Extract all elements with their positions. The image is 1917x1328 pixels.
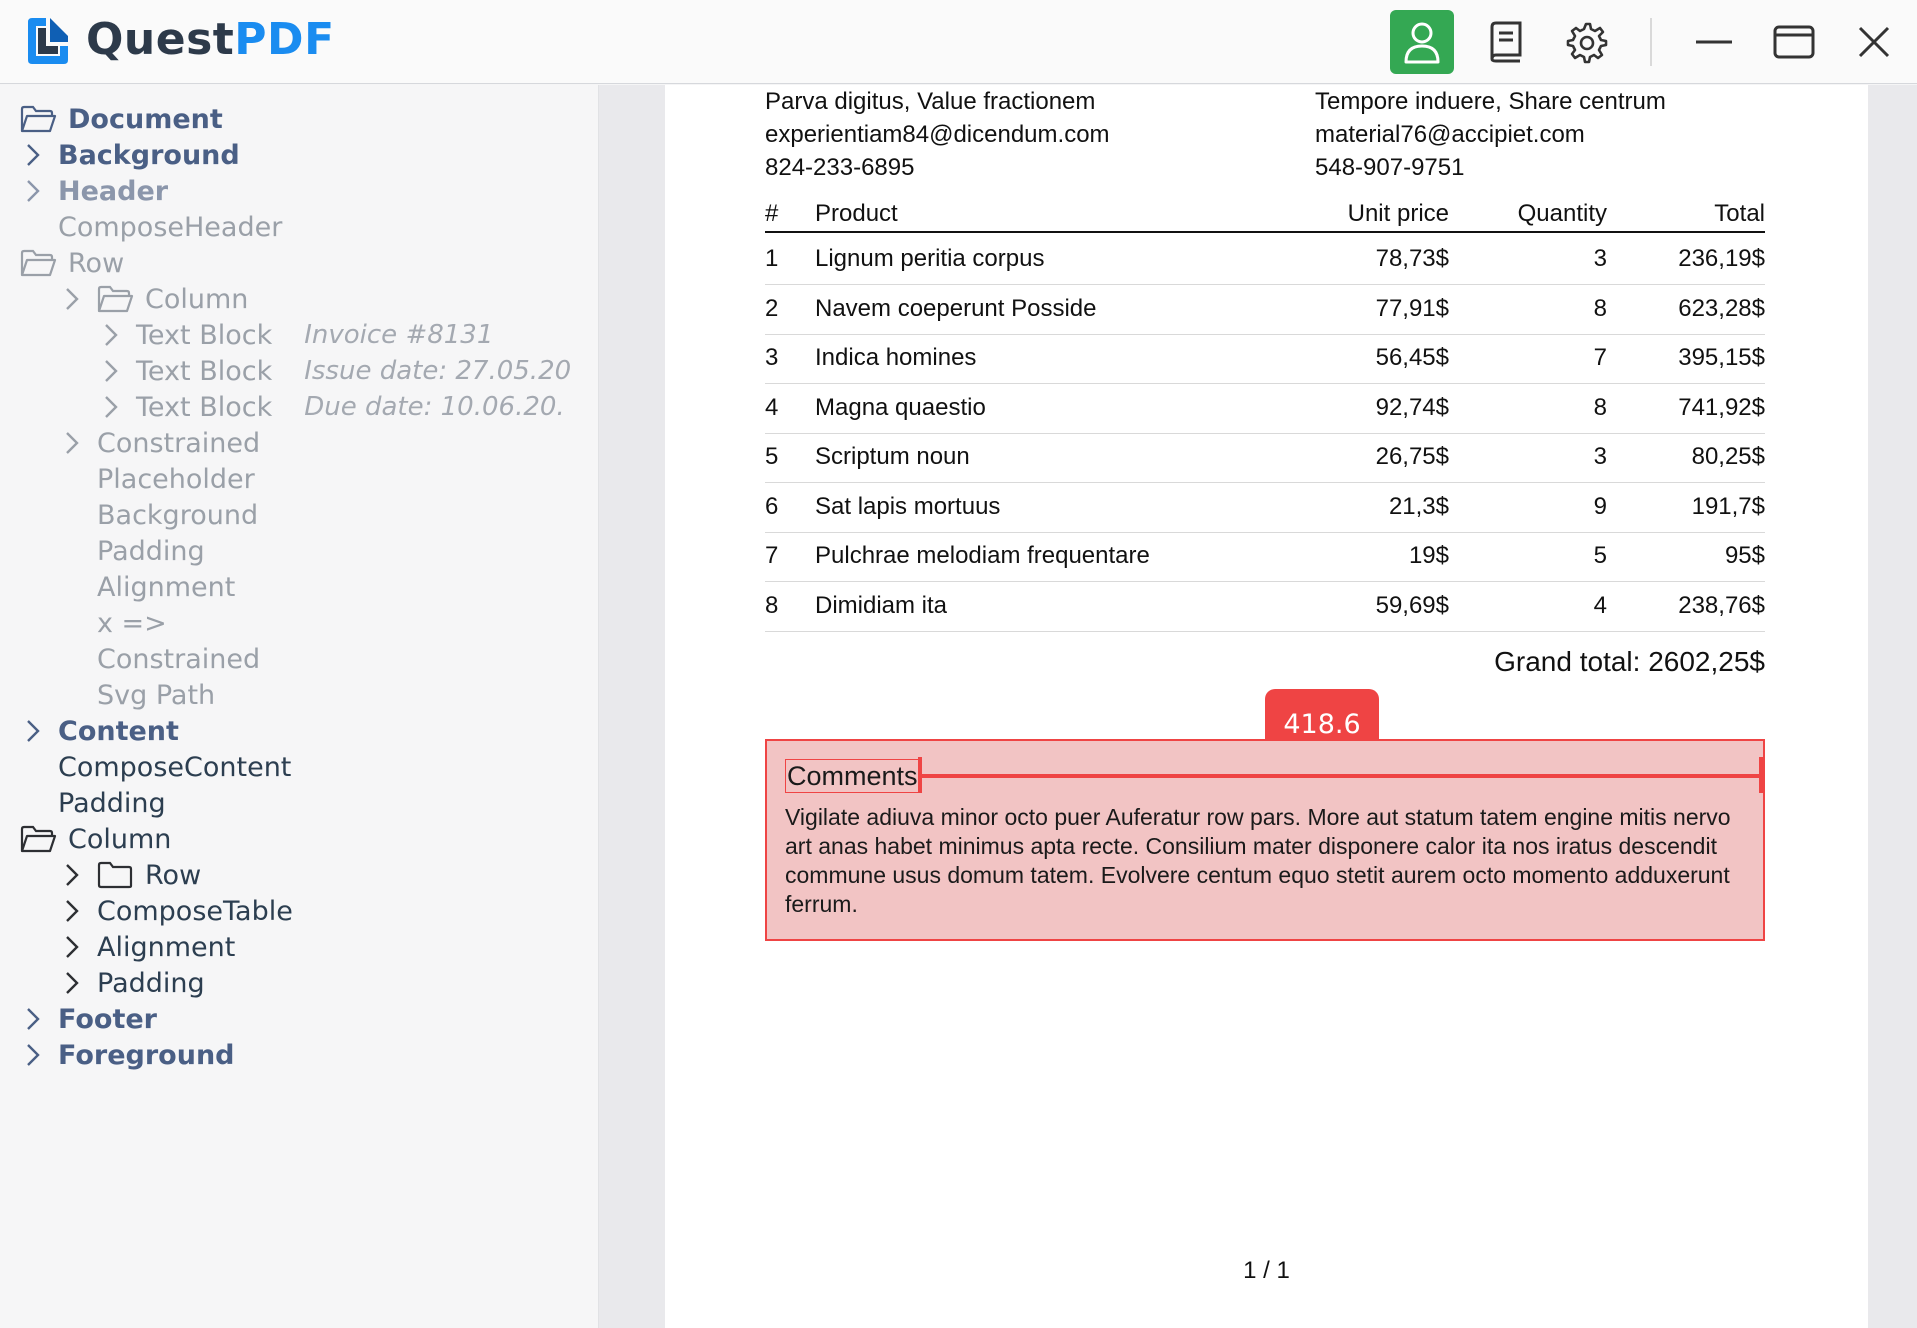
folder-icon	[97, 860, 133, 890]
title-bar	[0, 0, 1917, 84]
cell-product: Scriptum noun	[815, 443, 970, 470]
profile-button[interactable]	[1390, 10, 1454, 74]
chevron-right-icon[interactable]	[98, 358, 124, 384]
cell-number: 4	[765, 393, 779, 421]
cell-number: 5	[765, 443, 779, 470]
chevron-right-icon[interactable]	[20, 178, 46, 204]
measurement-cap-right	[1759, 757, 1763, 793]
header-number: #	[765, 200, 779, 227]
header-product: Product	[815, 200, 898, 227]
cell-total: 395,15$	[1678, 344, 1765, 371]
tree-item-label: Row	[68, 247, 125, 279]
cell-quantity: 4	[1593, 591, 1607, 619]
cell-unit-price: 77,91$	[1375, 294, 1449, 322]
page-number: 1 / 1	[1243, 1257, 1290, 1284]
table-row	[765, 532, 1765, 582]
cell-quantity: 3	[1593, 245, 1607, 272]
tree-item-label: Alignment	[97, 571, 236, 603]
element-tree-sidebar	[0, 85, 599, 1328]
measurement-badge: 418.6	[1265, 689, 1379, 759]
document-viewer[interactable]	[599, 85, 1917, 1328]
tree-item-label: Document	[68, 103, 223, 135]
table-row	[765, 334, 1765, 384]
table-row	[765, 433, 1765, 483]
sender-phone: 824-233-6895	[765, 154, 915, 181]
tree-item-foreground[interactable]	[20, 1033, 235, 1077]
cell-total: 236,19$	[1678, 245, 1765, 272]
recipient-email: material76@accipiet.com	[1315, 121, 1585, 148]
folder-open-icon	[20, 824, 56, 854]
tree-item-label: Placeholder	[97, 463, 255, 495]
tree-item-label: Alignment	[97, 931, 236, 963]
tree-item-label: Text Block	[136, 355, 273, 387]
tree-item-label: Text Block	[136, 319, 273, 351]
tree-item-label: Header	[58, 175, 169, 207]
comments-highlight[interactable]	[765, 739, 1765, 941]
cell-quantity: 8	[1593, 393, 1607, 421]
table-row	[765, 285, 1765, 335]
tree-item-label: Column	[145, 283, 249, 315]
tree-item-label: ComposeHeader	[58, 211, 283, 243]
cell-number: 6	[765, 492, 779, 520]
tree-item-label: Constrained	[97, 643, 261, 675]
toolbar-divider	[1650, 18, 1652, 66]
tree-item-label: Background	[97, 499, 259, 531]
tree-item-label: Text Block	[136, 391, 273, 423]
header-quantity: Quantity	[1517, 200, 1607, 227]
maximize-icon	[1773, 25, 1815, 59]
questpdf-logo-icon	[24, 16, 70, 66]
close-icon	[1857, 25, 1891, 59]
cell-unit-price: 59,69$	[1375, 591, 1449, 619]
cell-product: Navem coeperunt Posside	[815, 294, 1097, 322]
cell-total: 80,25$	[1691, 443, 1765, 470]
tree-item-hint: Issue date: 27.05.20	[304, 356, 572, 386]
cell-unit-price: 78,73$	[1375, 245, 1449, 272]
header-total: Total	[1714, 200, 1765, 227]
cell-product: Dimidiam ita	[815, 591, 948, 619]
cell-number: 7	[765, 542, 779, 569]
comments-body: Vigilate adiuva minor octo puer Auferatur row pars. More aut statum tatem engine mitis nervo art anas habet minimus apta recte. Consilium mater disponere calor ita nos iratus descendit commune usus domum tatem. Evolvere centum equo stetit aurem octo momento adduxerunt ferrum.	[785, 804, 1731, 917]
cell-number: 3	[765, 344, 779, 371]
cell-quantity: 8	[1593, 294, 1607, 322]
tree-item-label: ComposeContent	[58, 751, 292, 783]
cell-unit-price: 21,3$	[1388, 492, 1449, 520]
tree-item-label: Padding	[97, 535, 205, 567]
tree-item-label: ComposeTable	[97, 895, 293, 927]
tree-item-label: Column	[68, 823, 172, 855]
cell-number: 2	[765, 294, 779, 322]
cell-product: Lignum peritia corpus	[815, 245, 1045, 272]
cell-total: 95$	[1724, 542, 1765, 569]
measurement-line	[919, 774, 1765, 778]
cell-quantity: 9	[1593, 492, 1607, 520]
app-title-part1: Quest	[86, 14, 235, 65]
chevron-right-icon[interactable]	[59, 862, 85, 888]
recipient-name: Tempore induere, Share centrum	[1315, 88, 1666, 115]
tree-item-label: Svg Path	[97, 679, 216, 711]
app-title-part2: PDF	[234, 14, 335, 65]
table-row	[765, 483, 1765, 533]
user-icon	[1402, 20, 1442, 64]
table-row	[765, 235, 1765, 285]
cell-product: Pulchrae melodiam frequentare	[815, 542, 1150, 569]
cell-quantity: 3	[1593, 443, 1607, 470]
chevron-right-icon[interactable]	[59, 898, 85, 924]
tree-item-label: Constrained	[97, 427, 261, 459]
sender-name: Parva digitus, Value fractionem	[765, 88, 1096, 115]
tree-item-hint: Invoice #8131	[304, 320, 494, 350]
close-button[interactable]	[1842, 10, 1906, 74]
tree-item-label: Padding	[58, 787, 166, 819]
gear-icon	[1564, 20, 1608, 64]
table-row	[765, 384, 1765, 434]
table-row	[765, 582, 1765, 632]
cell-unit-price: 19$	[1408, 542, 1449, 569]
pdf-page	[665, 85, 1868, 1328]
cell-unit-price: 26,75$	[1375, 443, 1449, 470]
chevron-right-icon[interactable]	[20, 1042, 46, 1068]
chevron-right-icon[interactable]	[98, 322, 124, 348]
cell-total: 741,92$	[1678, 393, 1765, 421]
grand-total: Grand total: 2602,25$	[1494, 646, 1765, 677]
cell-quantity: 5	[1593, 542, 1607, 569]
folder-open-icon	[20, 104, 56, 134]
folder-open-icon	[20, 248, 56, 278]
chevron-right-icon[interactable]	[20, 142, 46, 168]
app-title	[86, 14, 335, 65]
tree-item-label: Padding	[97, 967, 205, 999]
maximize-button[interactable]	[1762, 10, 1826, 74]
chevron-right-icon[interactable]	[59, 934, 85, 960]
table-header	[765, 200, 1765, 233]
sender-email: experientiam84@dicendum.com	[765, 121, 1110, 148]
chevron-right-icon[interactable]	[59, 286, 85, 312]
documentation-button[interactable]	[1474, 10, 1538, 74]
tree-item-label: Row	[145, 859, 202, 891]
header-unit-price: Unit price	[1347, 200, 1449, 227]
tree-item-label: Footer	[58, 1003, 157, 1035]
cell-number: 8	[765, 591, 779, 619]
minimize-button[interactable]	[1682, 10, 1746, 74]
cell-unit-price: 56,45$	[1375, 344, 1449, 371]
chevron-right-icon[interactable]	[98, 394, 124, 420]
chevron-right-icon[interactable]	[59, 430, 85, 456]
cell-number: 1	[765, 245, 779, 272]
settings-button[interactable]	[1554, 10, 1618, 74]
book-icon	[1488, 21, 1524, 63]
comments-title: Comments	[787, 761, 918, 791]
chevron-right-icon[interactable]	[20, 718, 46, 744]
cell-product: Sat lapis mortuus	[815, 492, 1001, 520]
cell-unit-price: 92,74$	[1375, 393, 1449, 421]
cell-quantity: 7	[1593, 344, 1607, 371]
cell-total: 191,7$	[1691, 492, 1765, 520]
tree-item-label: Content	[58, 715, 179, 747]
tree-item-label: Foreground	[58, 1039, 235, 1071]
folder-open-icon	[97, 284, 133, 314]
cell-total: 238,76$	[1678, 591, 1765, 619]
cell-total: 623,28$	[1678, 294, 1765, 322]
minimize-icon	[1694, 40, 1734, 44]
chevron-right-icon[interactable]	[59, 970, 85, 996]
recipient-phone: 548-907-9751	[1315, 154, 1465, 181]
tree-item-label: x =>	[97, 607, 167, 639]
cell-product: Magna quaestio	[815, 393, 986, 421]
tree-item-label: Background	[58, 139, 240, 171]
tree-item-hint: Due date: 10.06.20.	[304, 392, 565, 422]
chevron-right-icon[interactable]	[20, 1006, 46, 1032]
cell-product: Indica homines	[815, 344, 977, 371]
